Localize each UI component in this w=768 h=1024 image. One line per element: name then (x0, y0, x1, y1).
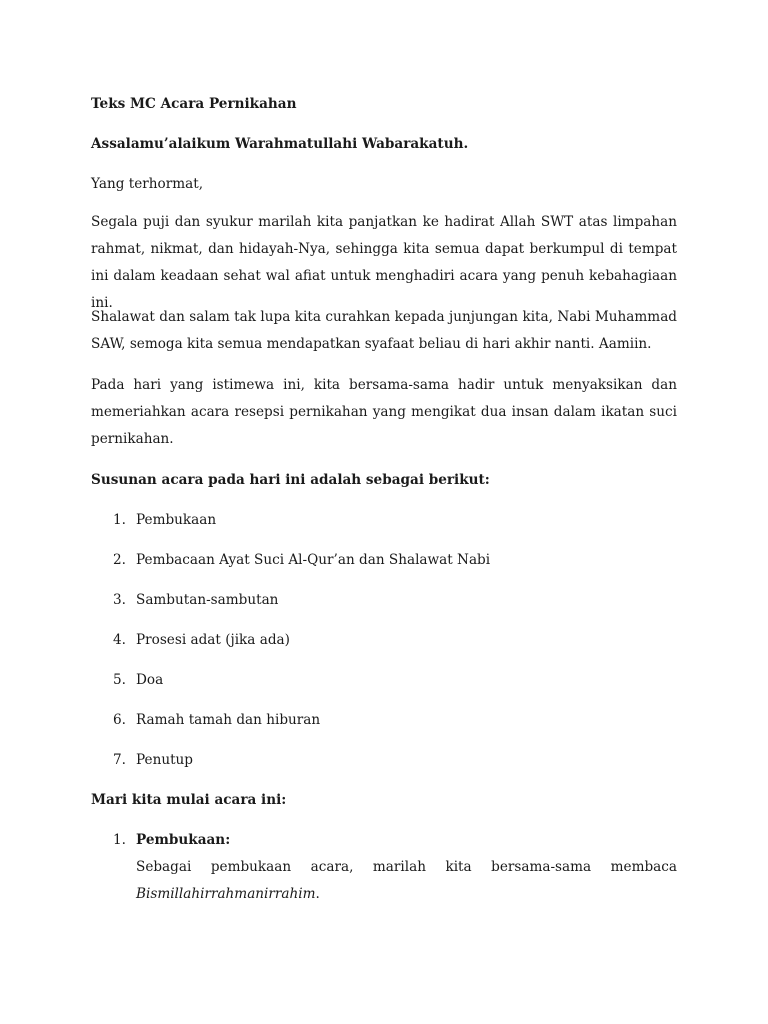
detail-item-number: 1. (113, 832, 126, 848)
opening-salam: Assalamu’alaikum Warahmatullahi Wabarakatuh. (91, 136, 469, 152)
agenda-item (91, 707, 490, 747)
agenda-item-number: 4. (113, 632, 126, 648)
agenda-item-label: Doa (136, 672, 164, 688)
detail-body-italic: Bismillahirrahmanirrahim (136, 886, 316, 902)
agenda-item (91, 507, 490, 547)
agenda-item (91, 667, 490, 707)
agenda-item-label: Sambutan-sambutan (136, 592, 279, 608)
agenda-item (91, 627, 490, 667)
paragraph-occasion: Pada hari yang istimewa ini, kita bersama-sama hadir untuk menyaksikan dan memeriahkan acara resepsi pernikahan yang mengikat dua insan dalam ikatan suci pernikahan. (91, 377, 677, 447)
agenda-item-label: Prosesi adat (jika ada) (136, 632, 290, 648)
document-title: Teks MC Acara Pernikahan (91, 96, 297, 112)
agenda-item-number: 6. (113, 712, 126, 728)
agenda-item-label: Pembacaan Ayat Suci Al-Qur’an dan Shalawat Nabi (136, 552, 491, 568)
detail-item-opening (91, 827, 677, 908)
detail-item-heading: Pembukaan: (136, 832, 231, 848)
agenda-item-number: 3. (113, 592, 126, 608)
agenda-item-number: 2. (113, 552, 126, 568)
agenda-item-number: 5. (113, 672, 126, 688)
agenda-item-number: 7. (113, 752, 126, 768)
agenda-item-label: Ramah tamah dan hiburan (136, 712, 321, 728)
agenda-list (91, 507, 490, 787)
paragraph-praise: Segala puji dan syukur marilah kita panjatkan ke hadirat Allah SWT atas limpahan rahmat, nikmat, dan hidayah-Nya, sehingga kita semua dapat berkumpul di tempat ini dalam keadaan sehat wal afiat untuk menghadiri acara yang penuh kebahagiaan ini. (91, 214, 677, 311)
agenda-item (91, 587, 490, 627)
agenda-item (91, 547, 490, 587)
detail-body-line: Sebagai pembukaan acara, marilah kita bersama-sama membaca (136, 859, 677, 875)
agenda-item-label: Pembukaan (136, 512, 217, 528)
agenda-item-number: 1. (113, 512, 126, 528)
detail-item-body (136, 854, 677, 908)
greeting-line: Yang terhormat, (91, 176, 204, 192)
agenda-item-label: Penutup (136, 752, 194, 768)
paragraph-shalawat: Shalawat dan salam tak lupa kita curahkan kepada junjungan kita, Nabi Muhammad SAW, semoga kita semua mendapatkan syafaat beliau di hari akhir nanti. Aamiin. (91, 309, 677, 352)
agenda-item (91, 747, 490, 787)
agenda-heading: Susunan acara pada hari ini adalah sebagai berikut: (91, 472, 490, 488)
detail-body-end: . (315, 886, 320, 902)
start-heading: Mari kita mulai acara ini: (91, 792, 287, 808)
